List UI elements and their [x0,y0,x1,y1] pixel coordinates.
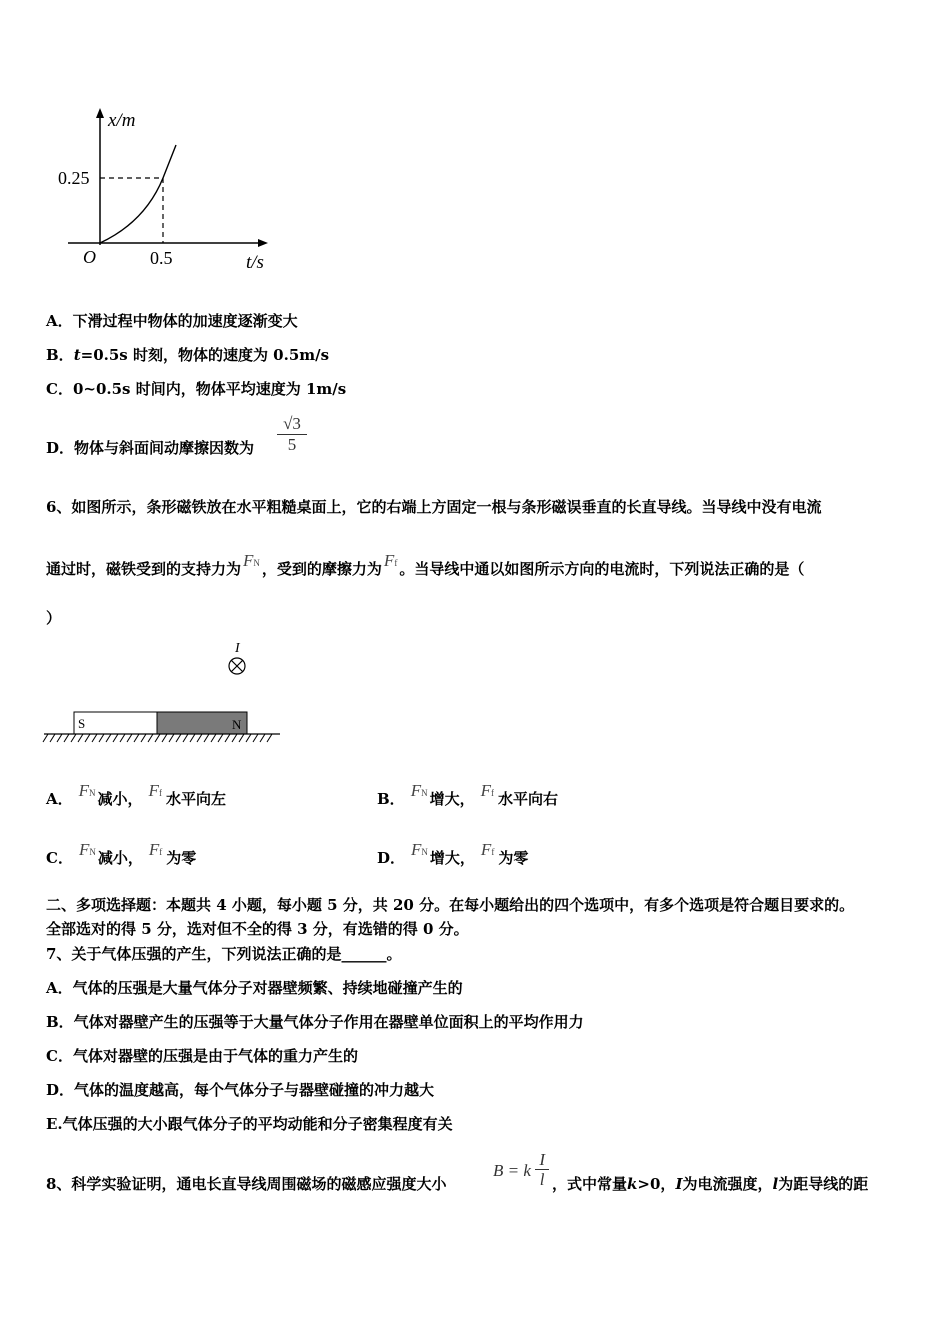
y-axis-label: x/m [108,110,136,131]
table-hatching [43,734,272,742]
q7-option-e: E.气体压强的大小跟气体分子的平均动能和分子密集程度有关 [46,1115,453,1133]
hatch-mark [260,734,265,742]
hatch-mark [71,734,76,742]
formula-numerator: I [535,1150,549,1170]
fn-symbol: FN [243,551,260,570]
q5-option-b: B．t=0.5s 时刻，物体的速度为 0.5m/s [46,346,330,364]
q8-stem-part1: 8、科学实验证明，通电长直导线周围磁场的磁感应强度大小 [46,1175,447,1193]
y-axis-arrow [96,108,104,118]
section2-heading-line1: 二、多项选择题：本题共 4 小题，每小题 5 分，共 20 分。在每小题给出的四个选项中，有多个选项是符合题目要求的。 [46,896,855,914]
q7-option-b: B．气体对器壁产生的压强等于大量气体分子作用在器壁单位面积上的平均作用力 [46,1013,584,1031]
hatch-mark [50,734,55,742]
hatch-mark [155,734,160,742]
hatch-mark [239,734,244,742]
x-tick-label: 0.5 [150,248,173,268]
x-t-graph [50,100,280,275]
hatch-mark [183,734,188,742]
q6-option-c: C． FN 减小， Ff 为零 [46,840,197,867]
q7-stem: 7、关于气体压强的产生，下列说法正确的是______。 [46,945,402,963]
hatch-mark [113,734,118,742]
q7-option-c: C．气体对器壁的压强是由于气体的重力产生的 [46,1047,358,1065]
hatch-mark [64,734,69,742]
q6-stem-line2: 通过时，磁铁受到的支持力为 FN ，受到的摩擦力为 Ff 。当导线中通以如图所示方向的电流时，下列说法正确的是（ [46,551,805,578]
sqrt3-over-5-fraction [277,414,307,455]
hatch-mark [232,734,237,742]
q5-option-d: D．物体与斜面间动摩擦因数为 [46,439,255,457]
fraction-denominator: 5 [287,435,297,454]
hatch-mark [92,734,97,742]
hatch-mark [176,734,181,742]
section2-heading-line2: 全部选对的得 5 分，选对但不全的得 3 分，有选错的得 0 分。 [46,920,469,938]
q6-option-d: D． FN 增大， Ff 为零 [377,840,529,867]
q5-option-a: A．下滑过程中物体的加速度逐渐变大 [46,312,298,330]
hatch-mark [197,734,202,742]
hatch-mark [141,734,146,742]
hatch-mark [99,734,104,742]
q6-option-a: A． FN 减小， Ff 水平向左 [46,781,226,808]
x-t-curve [100,145,176,243]
magnet-south-half [74,712,157,734]
q5-option-c: C．0~0.5s 时间内，物体平均速度为 1m/s [46,380,347,398]
q6-stem-line1: 6、如图所示，条形磁铁放在水平粗糙桌面上，它的右端上方固定一根与条形磁误垂直的长直导线。当导线中没有电流 [46,498,822,516]
hatch-mark [78,734,83,742]
hatch-mark [106,734,111,742]
q7-option-a: A．气体的压强是大量气体分子对器壁频繁、持续地碰撞产生的 [46,979,463,997]
hatch-mark [225,734,230,742]
hatch-mark [169,734,174,742]
hatch-mark [162,734,167,742]
q6-stem-line3: ） [46,609,62,627]
hatch-mark [148,734,153,742]
formula-denominator: l [539,1170,545,1189]
hatch-mark [190,734,195,742]
hatch-mark [85,734,90,742]
hatch-mark [127,734,132,742]
hatch-mark [218,734,223,742]
hatch-mark [253,734,258,742]
hatch-mark [134,734,139,742]
hatch-mark [120,734,125,742]
hatch-mark [43,734,48,742]
y-tick-label: 0.25 [58,168,90,188]
hatch-mark [211,734,216,742]
pole-n-label: N [232,717,242,732]
hatch-mark [57,734,62,742]
origin-label: O [83,247,96,267]
hatch-mark [267,734,272,742]
q8-formula: B = k $\frac{I}{l}$ [493,1150,549,1189]
q7-option-d: D．气体的温度越高，每个气体分子与器壁碰撞的冲力越大 [46,1081,435,1099]
x-axis-label: t/s [246,252,264,273]
hatch-mark [204,734,209,742]
x-axis-arrow [258,239,268,247]
q6-option-b: B． FN 增大， Ff 水平向右 [377,781,558,808]
pole-s-label: S [78,716,86,731]
hatch-mark [246,734,251,742]
q8-stem-part2: ，式中常量k>0，I为电流强度，l为距导线的距 [552,1175,869,1193]
current-label: I [235,641,240,656]
fraction-numerator: √3 [277,414,307,435]
magnet-wire-figure [40,636,290,748]
ff-symbol: Ff [383,551,398,570]
